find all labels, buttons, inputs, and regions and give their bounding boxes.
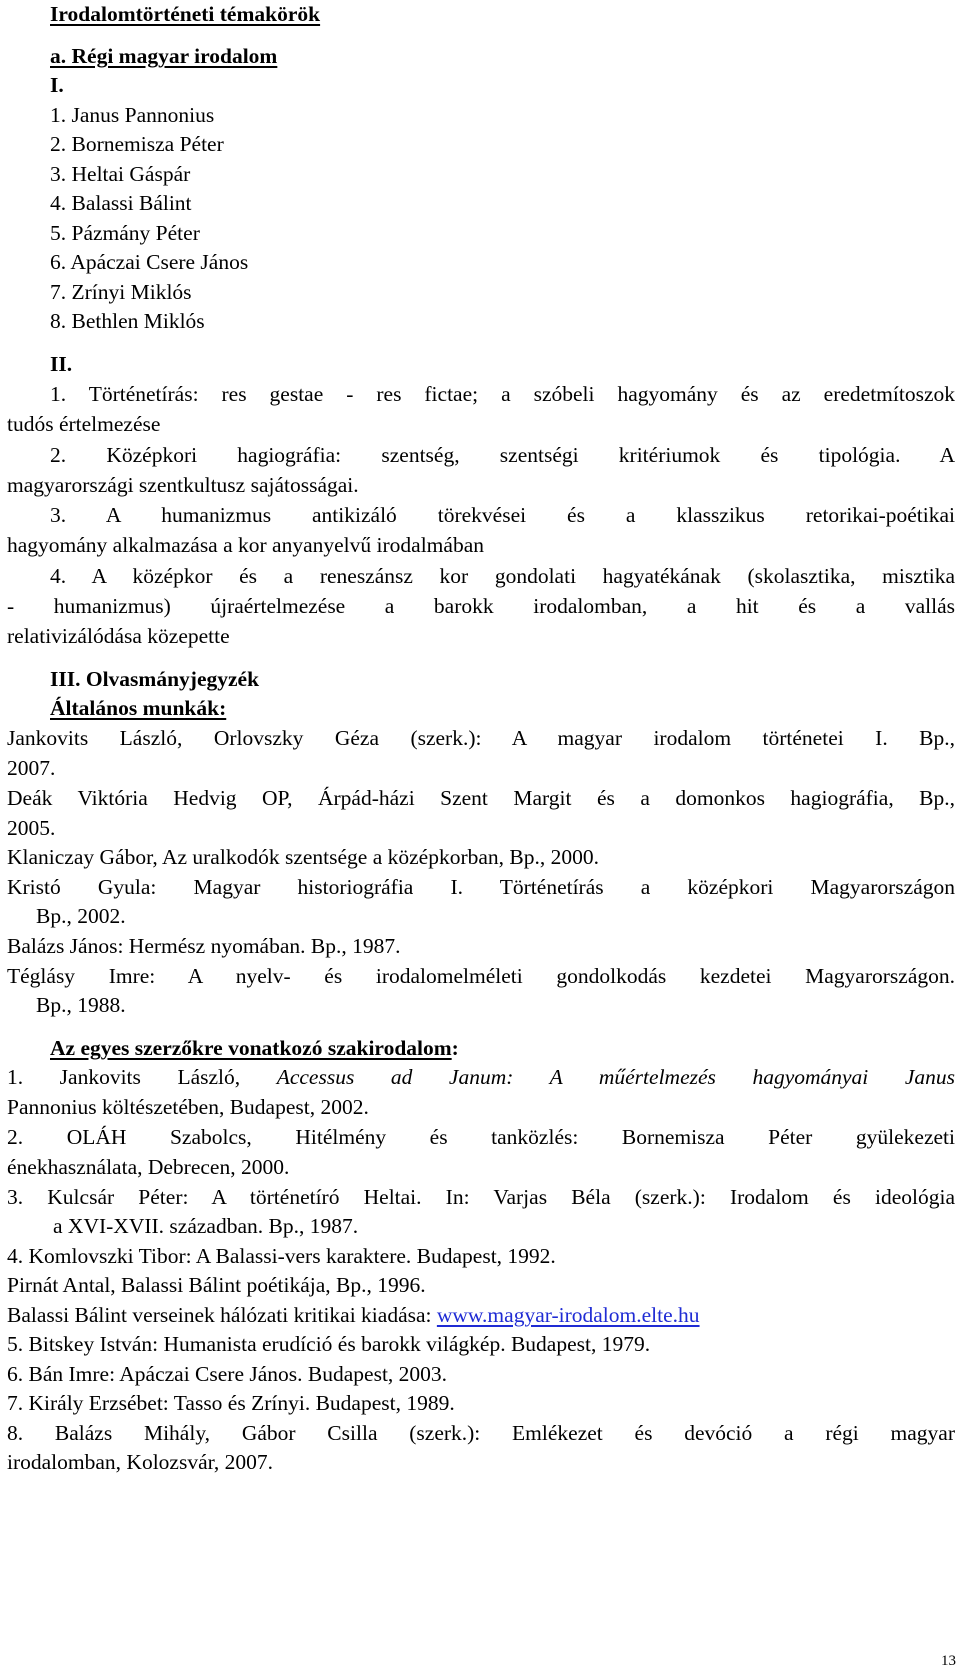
topic-4-line-1: 4. A középkor és a reneszánsz kor gondolati hagyatékának (skolasztika, misztika [50,564,955,588]
specific-item-2-line-2: énekhasználata, Debrecen, 2000. [7,1155,290,1179]
general-work-4-line-1: Kristó Gyula: Magyar historiográfia I. Történetírás a középkori Magyarországon [7,875,955,899]
part-1-label: I. [50,73,64,97]
topic-1-line-1: 1. Történetírás: res gestae - res fictae; a szóbeli hagyomány és az eredetmítoszok [50,382,955,406]
general-work-4-line-2: Bp., 2002. [36,904,126,928]
specific-literature-title [50,1034,459,1062]
general-work-2-line-1: Deák Viktória Hedvig OP, Árpád-házi Szent Margit és a domonkos hagiográfia, Bp., [7,786,955,810]
specific-item-3-line-1: 3. Kulcsár Péter: A történetíró Heltai. In: Varjas Béla (szerk.): Irodalom és ideológia [7,1185,955,1209]
general-work-2-line-2: 2005. [7,816,56,840]
author-item: 5. Pázmány Péter [50,221,200,245]
author-item: 6. Apáczai Csere János [50,250,249,274]
online-edition-link[interactable]: www.magyar-irodalom.elte.hu [436,1303,700,1327]
topic-4-line-3: relativizálódása közepette [7,624,230,648]
general-works-title: Általános munkák: [50,696,227,720]
author-item: 2. Bornemisza Péter [50,132,224,156]
general-work-6-line-1: Téglásy Imre: A nyelv- és irodalomelméleti gondolkodás kezdetei Magyarországon. [7,964,955,988]
specific-item-8-line-2: irodalomban, Kolozsvár, 2007. [7,1450,274,1474]
general-work-1-line-2: 2007. [7,756,56,780]
topic-1-line-2: tudós értelmezése [7,412,161,436]
author-item: 3. Heltai Gáspár [50,162,191,186]
specific-item-3-line-2: a XVI-XVII. században. Bp., 1987. [53,1214,359,1238]
part-2-label: II. [50,352,73,376]
topic-4-line-2: - humanizmus) újraértelmezése a barokk irodalomban, a hit és a vallás [7,594,955,618]
specific-literature-colon: : [451,1036,459,1060]
author-item: 7. Zrínyi Miklós [50,280,192,304]
specific-item-4: 4. Komlovszki Tibor: A Balassi-vers karaktere. Budapest, 1992. [7,1244,556,1268]
specific-item-6: 6. Bán Imre: Apáczai Csere János. Budapest, 2003. [7,1362,448,1386]
page-heading: Irodalomtörténeti témakörök [50,2,321,26]
specific-item-1-author: 1. Jankovits László, [7,1065,277,1089]
general-work-6-line-2: Bp., 1988. [36,993,126,1017]
specific-item-1-line-2: Pannonius költészetében, Budapest, 2002. [7,1095,369,1119]
general-work-1-line-1: Jankovits László, Orlovszky Géza (szerk.): A magyar irodalom történetei I. Bp., [7,726,955,750]
online-edition-label: Balassi Bálint verseinek hálózati kritikai kiadása: [7,1303,437,1327]
specific-item-1-title: Accessus ad Janum: A műértelmezés hagyományai Janus [276,1065,955,1089]
specific-item-4-online [7,1301,700,1329]
topic-3-line-2: hagyomány alkalmazása a kor anyanyelvű irodalmában [7,533,484,557]
specific-literature-title-text: Az egyes szerzőkre vonatkozó szakirodalom [50,1036,452,1060]
specific-item-2-line-1: 2. OLÁH Szabolcs, Hitélmény és tanközlés: Bornemisza Péter gyülekezeti [7,1125,955,1149]
specific-item-8-line-1: 8. Balázs Mihály, Gábor Csilla (szerk.): Emlékezet és devóció a régi magyar [7,1421,955,1445]
general-work-3: Klaniczay Gábor, Az uralkodók szentsége a középkorban, Bp., 2000. [7,845,599,869]
specific-item-4-pirnat: Pirnát Antal, Balassi Bálint poétikája, Bp., 1996. [7,1273,426,1297]
author-item: 8. Bethlen Miklós [50,309,205,333]
page-number: 13 [941,1653,956,1669]
general-work-5: Balázs János: Hermész nyomában. Bp., 1987. [7,934,401,958]
topic-3-line-1: 3. A humanizmus antikizáló törekvései és a klasszikus retorikai-poétikai [50,503,955,527]
section-a-title: a. Régi magyar irodalom [50,44,278,68]
part-3-label: III. Olvasmányjegyzék [50,667,260,691]
specific-item-1-line-1 [7,1063,955,1091]
topic-2-line-1: 2. Középkori hagiográfia: szentség, szentségi kritériumok és tipológia. A [50,443,955,467]
topic-2-line-2: magyarországi szentkultusz sajátosságai. [7,473,359,497]
author-item: 4. Balassi Bálint [50,191,192,215]
specific-item-5: 5. Bitskey István: Humanista erudíció és barokk világkép. Budapest, 1979. [7,1332,651,1356]
author-item: 1. Janus Pannonius [50,103,215,127]
specific-item-7: 7. Király Erzsébet: Tasso és Zrínyi. Budapest, 1989. [7,1391,455,1415]
